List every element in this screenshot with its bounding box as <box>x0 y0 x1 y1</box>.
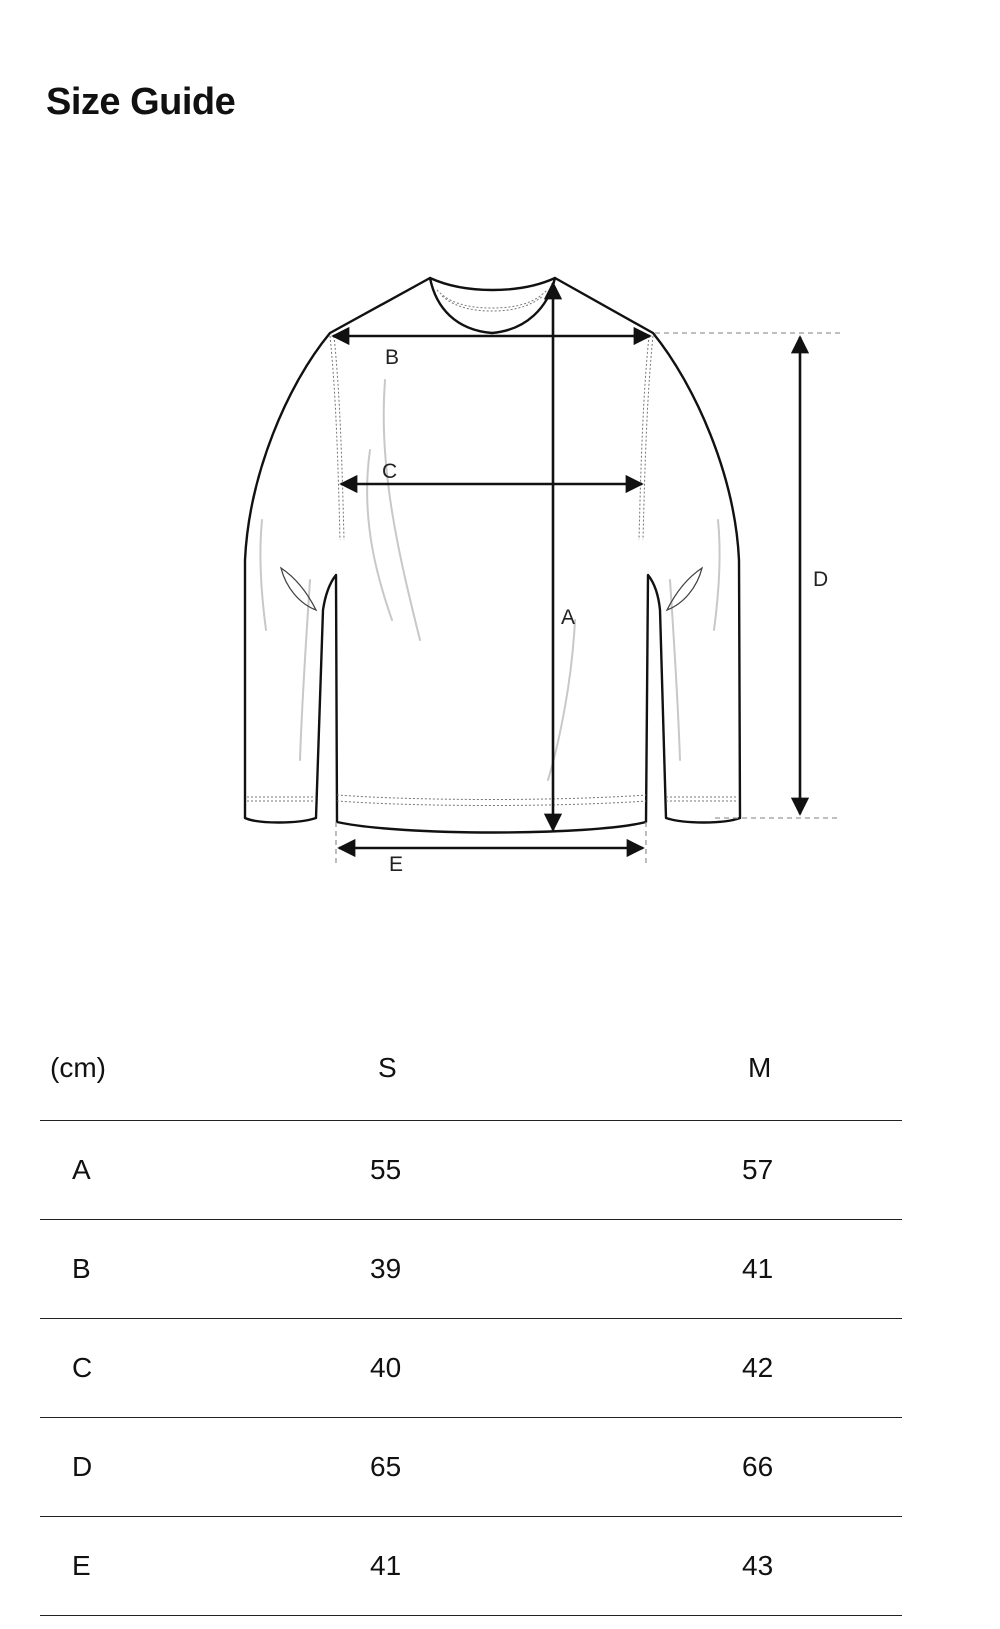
size-m-value: 43 <box>700 1516 902 1615</box>
size-s-value: 41 <box>330 1516 700 1615</box>
table-row <box>40 1417 902 1516</box>
garment-outline <box>245 278 740 833</box>
measurement-label-a: A <box>561 606 576 629</box>
measurement-label-cell: B <box>40 1219 330 1318</box>
size-s-value: 40 <box>330 1318 700 1417</box>
unit-header: (cm) <box>40 1024 330 1120</box>
size-m-value: 57 <box>700 1120 902 1219</box>
measurement-label-c: C <box>382 460 398 483</box>
size-m-value: 66 <box>700 1417 902 1516</box>
size-s-value: 39 <box>330 1219 700 1318</box>
table-row <box>40 1516 902 1615</box>
size-table-header <box>40 1024 902 1120</box>
collar-inner-line <box>430 278 555 333</box>
sweatshirt-body-outline <box>245 278 740 833</box>
measurement-label-d: D <box>813 568 829 591</box>
dashed-guide-lines <box>336 333 840 865</box>
size-m-value: 42 <box>700 1318 902 1417</box>
size-s-value: 55 <box>330 1120 700 1219</box>
sleeve-fold-marks <box>281 568 702 610</box>
page-title: Size Guide <box>46 81 236 123</box>
table-row <box>40 1318 902 1417</box>
size-header-s: S <box>330 1024 700 1120</box>
size-table <box>40 1024 902 1616</box>
measurement-label-b: B <box>385 346 400 369</box>
measurement-label-cell: E <box>40 1516 330 1615</box>
measurement-label-cell: A <box>40 1120 330 1219</box>
table-row <box>40 1120 902 1219</box>
size-m-value: 41 <box>700 1219 902 1318</box>
measurement-label-e: E <box>389 853 404 876</box>
size-header-m: M <box>700 1024 902 1120</box>
size-s-value: 65 <box>330 1417 700 1516</box>
measurement-label-cell: C <box>40 1318 330 1417</box>
table-row <box>40 1219 902 1318</box>
measurement-label-cell: D <box>40 1417 330 1516</box>
